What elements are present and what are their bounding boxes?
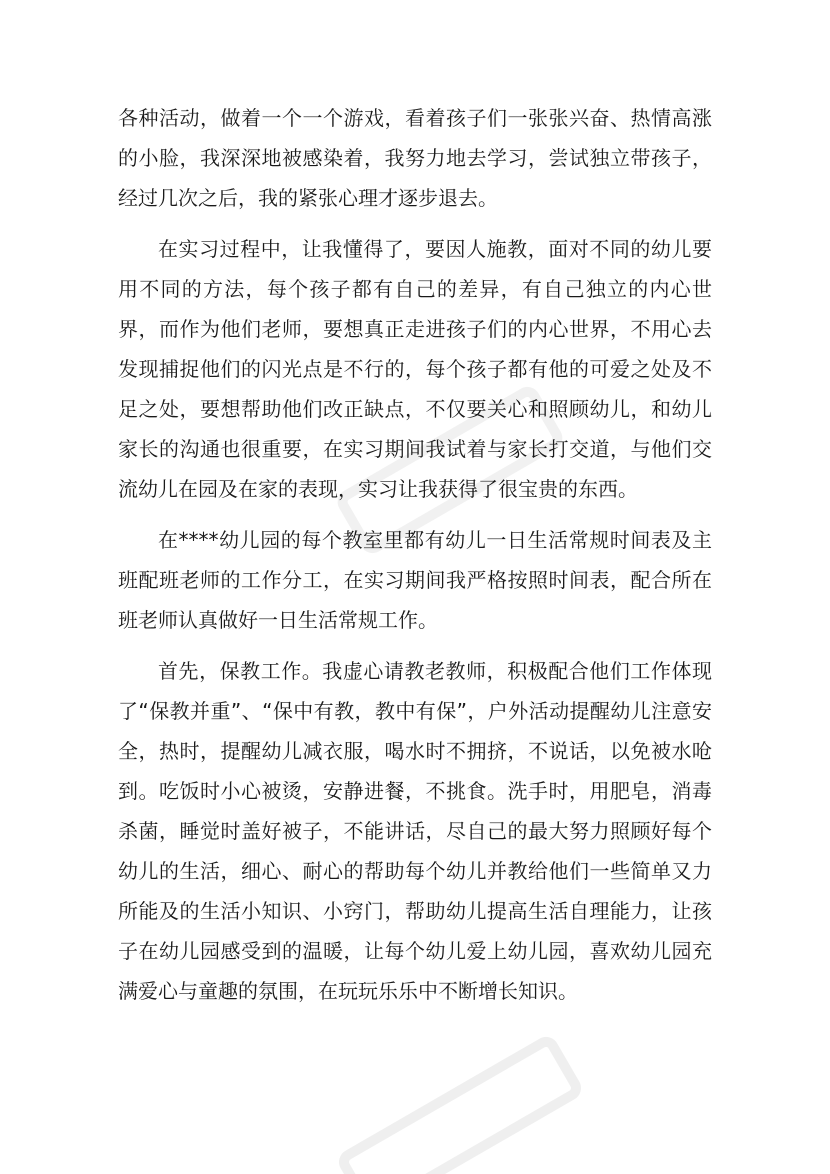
paragraph-3: 在****幼儿园的每个教室里都有幼儿一日生活常规时间表及主班配班老师的工作分工，在实习期间我严格按照时间表，配合所在班老师认真做好一日生活常规工作。 — [118, 528, 712, 632]
paragraph-4: 首先，保教工作。我虚心请教老教师，积极配合他们工作体现了“保教并重”、“保中有教，教中有保”，户外活动提醒幼儿注意安全，热时，提醒幼儿减衣服，喝水时不拥挤，不说话，以免被水呛到。吃饭时小心被烫，安静进餐，不挑食。洗手时，用肥皂，消毒杀菌，睡觉时盖好被子，不能讲话，尽自己的最大努力照顾好每个幼儿的生活，细心、耐心的帮助每个幼儿并教给他们一些简单又力所能及的生活小知识、小窍门，帮助幼儿提高生活自理能力，让孩子在幼儿园感受到的温暖，让每个幼儿爱上幼儿园，喜欢幼儿园充满爱心与童趣的氛围，在玩玩乐乐中不断增长知识。 — [118, 659, 712, 1003]
paragraph-1: 各种活动，做着一个一个游戏，看着孩子们一张张兴奋、热情高涨的小脸，我深深地被感染着，我努力地去学习，尝试独立带孩子，经过几次之后，我的紧张心理才逐步退去。 — [118, 106, 712, 210]
paragraph-2: 在实习过程中，让我懂得了，要因人施教，面对不同的幼儿要用不同的方法，每个孩子都有自己的差异，有自己独立的内心世界，而作为他们老师，要想真正走进孩子们的内心世界，不用心去发现捕捉他们的闪光点是不行的，每个孩子都有他的可爱之处及不足之处，要想帮助他们改正缺点，不仅要关心和照顾幼儿，和幼儿家长的沟通也很重要，在实习期间我试着与家长打交道，与他们交流幼儿在园及在家的表现，实习让我获得了很宝贵的东西。 — [118, 237, 712, 501]
document-body — [118, 98, 712, 1022]
watermark-icon — [327, 1025, 592, 1174]
